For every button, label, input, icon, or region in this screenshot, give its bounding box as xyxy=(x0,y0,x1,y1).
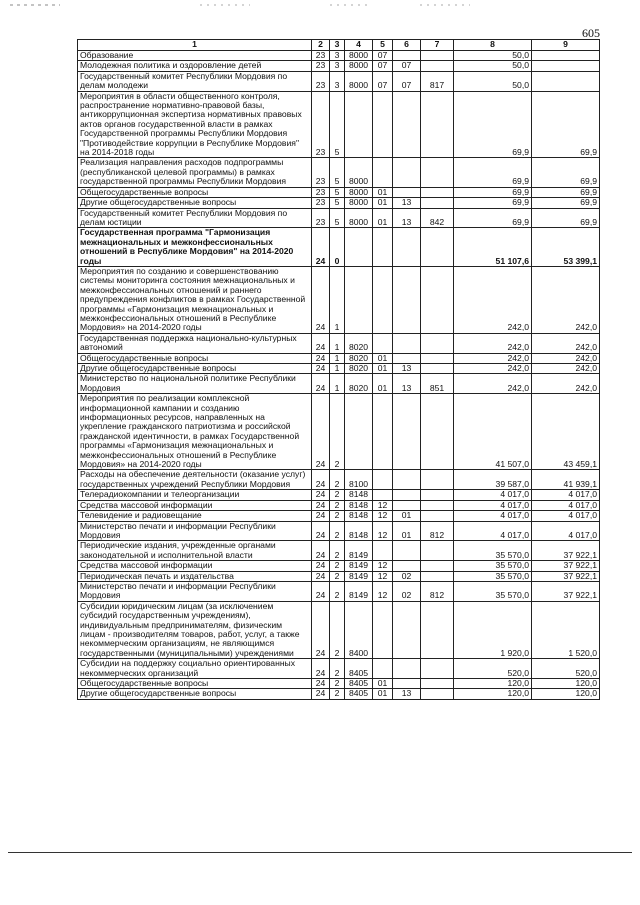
row-amount-year1: 69,9 xyxy=(454,198,532,208)
row-amount-year2: 69,9 xyxy=(532,91,600,158)
row-amount-year1: 41 507,0 xyxy=(454,394,532,470)
row-expense-code: 8000 xyxy=(345,61,373,71)
table-header-row xyxy=(78,40,600,51)
table-row xyxy=(78,561,600,571)
row-description: Расходы на обеспечение деятельности (оказание услуг) государственных учреждений Республики Мордовия xyxy=(78,470,312,490)
table-body xyxy=(78,51,600,700)
row-ministry-code: 23 xyxy=(312,187,330,197)
row-subsection-code: 02 xyxy=(393,571,421,581)
table-row xyxy=(78,353,600,363)
row-subsection-code xyxy=(393,659,421,679)
row-department-code xyxy=(421,187,454,197)
row-subsection-code: 13 xyxy=(393,374,421,394)
row-expense-code: 8405 xyxy=(345,689,373,699)
table-row xyxy=(78,266,600,333)
row-ministry-code: 24 xyxy=(312,679,330,689)
table-row xyxy=(78,374,600,394)
row-subsection-code xyxy=(393,158,421,187)
top-scan-marks xyxy=(0,0,640,12)
row-expense-code xyxy=(345,394,373,470)
row-section-code xyxy=(373,541,393,561)
row-amount-year2: 4 017,0 xyxy=(532,511,600,521)
row-amount-year2: 242,0 xyxy=(532,364,600,374)
row-amount-year2: 242,0 xyxy=(532,353,600,363)
row-department-code xyxy=(421,91,454,158)
row-department-code: 812 xyxy=(421,521,454,541)
row-subsection-code xyxy=(393,500,421,510)
row-section-code: 12 xyxy=(373,511,393,521)
row-section-code: 12 xyxy=(373,581,393,601)
row-amount-year1: 50,0 xyxy=(454,71,532,91)
row-expense-code: 8149 xyxy=(345,581,373,601)
row-subsection-code: 07 xyxy=(393,61,421,71)
row-section-code: 01 xyxy=(373,187,393,197)
row-program-code: 2 xyxy=(330,571,345,581)
row-section-code xyxy=(373,333,393,353)
row-subsection-code xyxy=(393,490,421,500)
row-expense-code: 8148 xyxy=(345,511,373,521)
row-description: Реализация направления расходов подпрограммы (республиканской целевой программы) в рамках государственной программы Республики Мордовия xyxy=(78,158,312,187)
table-row xyxy=(78,394,600,470)
row-ministry-code: 24 xyxy=(312,490,330,500)
row-amount-year1: 69,9 xyxy=(454,91,532,158)
row-program-code: 3 xyxy=(330,51,345,61)
row-expense-code: 8400 xyxy=(345,601,373,658)
budget-table xyxy=(77,39,600,700)
row-description: Государственная поддержка национально-культурных автономий xyxy=(78,333,312,353)
row-description: Другие общегосударственные вопросы xyxy=(78,364,312,374)
row-ministry-code: 24 xyxy=(312,333,330,353)
row-section-code: 01 xyxy=(373,208,393,228)
row-description: Министерство по национальной политике Республики Мордовия xyxy=(78,374,312,394)
row-description: Мероприятия в области общественного контроля, распространение нормативно-правовой базы, антикоррупционная экспертиза нормативных правовых актов органов государственной власти в рамках Государственной программы Республики Мордовия "Противодействие коррупции в Республике Мордовия" на 2014-2018 годы xyxy=(78,91,312,158)
row-subsection-code: 07 xyxy=(393,71,421,91)
row-amount-year1: 35 570,0 xyxy=(454,571,532,581)
row-description: Образование xyxy=(78,51,312,61)
row-expense-code: 8148 xyxy=(345,521,373,541)
row-description: Государственный комитет Республики Мордовия по делам юстиции xyxy=(78,208,312,228)
row-ministry-code: 24 xyxy=(312,500,330,510)
row-description: Субсидии юридическим лицам (за исключением субсидий государственным учреждениям), индивидуальным предпринимателям, физическим лицам - производителям товаров, работ, услуг, а также некоммерческим организациям, не являющимся государственными (муниципальными) учреждениями xyxy=(78,601,312,658)
row-expense-code: 8000 xyxy=(345,158,373,187)
row-ministry-code: 24 xyxy=(312,394,330,470)
row-department-code xyxy=(421,394,454,470)
table-row xyxy=(78,91,600,158)
row-section-code: 01 xyxy=(373,364,393,374)
row-program-code: 5 xyxy=(330,91,345,158)
row-ministry-code: 24 xyxy=(312,689,330,699)
row-section-code: 12 xyxy=(373,571,393,581)
column-header: 5 xyxy=(373,40,393,51)
row-ministry-code: 24 xyxy=(312,561,330,571)
row-section-code: 12 xyxy=(373,521,393,541)
row-description: Государственный комитет Республики Мордовия по делам молодежи xyxy=(78,71,312,91)
table-row xyxy=(78,333,600,353)
row-subsection-code: 01 xyxy=(393,521,421,541)
table-row xyxy=(78,158,600,187)
row-amount-year2: 43 459,1 xyxy=(532,394,600,470)
column-header: 1 xyxy=(78,40,312,51)
row-subsection-code xyxy=(393,91,421,158)
row-amount-year1: 242,0 xyxy=(454,364,532,374)
table-row xyxy=(78,208,600,228)
row-subsection-code: 13 xyxy=(393,208,421,228)
row-expense-code: 8000 xyxy=(345,198,373,208)
row-description: Общегосударственные вопросы xyxy=(78,353,312,363)
row-program-code: 2 xyxy=(330,541,345,561)
row-expense-code: 8405 xyxy=(345,659,373,679)
row-amount-year2 xyxy=(532,51,600,61)
row-program-code: 2 xyxy=(330,659,345,679)
row-amount-year1: 4 017,0 xyxy=(454,500,532,510)
table-row xyxy=(78,490,600,500)
row-department-code: 842 xyxy=(421,208,454,228)
table-row xyxy=(78,51,600,61)
row-amount-year1: 35 570,0 xyxy=(454,541,532,561)
row-program-code: 3 xyxy=(330,71,345,91)
row-program-code: 2 xyxy=(330,511,345,521)
row-subsection-code xyxy=(393,228,421,267)
row-section-code xyxy=(373,394,393,470)
column-header: 8 xyxy=(454,40,532,51)
row-program-code: 2 xyxy=(330,470,345,490)
row-amount-year2: 120,0 xyxy=(532,679,600,689)
row-subsection-code xyxy=(393,353,421,363)
row-ministry-code: 24 xyxy=(312,659,330,679)
row-amount-year1: 69,9 xyxy=(454,187,532,197)
row-description: Государственная программа "Гармонизация межнациональных и межконфессиональных отношений в Республике Мордовия" на 2014-2020 годы xyxy=(78,228,312,267)
row-expense-code: 8000 xyxy=(345,208,373,228)
row-program-code: 1 xyxy=(330,333,345,353)
row-amount-year1: 69,9 xyxy=(454,208,532,228)
row-program-code: 2 xyxy=(330,490,345,500)
row-amount-year1: 242,0 xyxy=(454,333,532,353)
row-amount-year2: 37 922,1 xyxy=(532,571,600,581)
row-ministry-code: 23 xyxy=(312,208,330,228)
row-amount-year1: 51 107,6 xyxy=(454,228,532,267)
row-amount-year1: 35 570,0 xyxy=(454,561,532,571)
row-subsection-code: 01 xyxy=(393,511,421,521)
table-row xyxy=(78,601,600,658)
bottom-divider xyxy=(8,852,632,853)
table-row xyxy=(78,364,600,374)
row-department-code: 817 xyxy=(421,71,454,91)
row-department-code xyxy=(421,490,454,500)
column-header: 2 xyxy=(312,40,330,51)
row-description: Телерадиокомпании и телеорганизации xyxy=(78,490,312,500)
column-header: 3 xyxy=(330,40,345,51)
row-department-code xyxy=(421,659,454,679)
row-description: Мероприятия по реализации комплексной информационной кампании и созданию информационных ресурсов, направленных на укрепление гражданского патриотизма и российской гражданской идентичности, в рамках Государственной программы «Гармонизация межнациональных и межконфессиональных отношений в Республике Мордовия» на 2014-2020 годы xyxy=(78,394,312,470)
row-program-code: 2 xyxy=(330,500,345,510)
row-program-code: 2 xyxy=(330,601,345,658)
row-department-code xyxy=(421,228,454,267)
row-program-code: 5 xyxy=(330,158,345,187)
row-section-code xyxy=(373,490,393,500)
row-amount-year1: 4 017,0 xyxy=(454,490,532,500)
row-amount-year2: 520,0 xyxy=(532,659,600,679)
table-row xyxy=(78,689,600,699)
row-subsection-code xyxy=(393,266,421,333)
row-program-code: 1 xyxy=(330,364,345,374)
row-department-code xyxy=(421,541,454,561)
row-amount-year2: 37 922,1 xyxy=(532,541,600,561)
row-description: Телевидение и радиовещание xyxy=(78,511,312,521)
table-row xyxy=(78,470,600,490)
row-department-code xyxy=(421,601,454,658)
row-department-code xyxy=(421,353,454,363)
row-ministry-code: 24 xyxy=(312,581,330,601)
table-row xyxy=(78,500,600,510)
table-row xyxy=(78,187,600,197)
row-ministry-code: 24 xyxy=(312,511,330,521)
row-description: Средства массовой информации xyxy=(78,500,312,510)
row-amount-year1: 242,0 xyxy=(454,353,532,363)
row-amount-year1: 69,9 xyxy=(454,158,532,187)
table-row xyxy=(78,679,600,689)
row-amount-year2: 242,0 xyxy=(532,333,600,353)
row-section-code: 01 xyxy=(373,198,393,208)
row-subsection-code xyxy=(393,470,421,490)
row-department-code: 851 xyxy=(421,374,454,394)
row-amount-year1: 242,0 xyxy=(454,266,532,333)
row-description: Министерство печати и информации Республики Мордовия xyxy=(78,521,312,541)
row-subsection-code xyxy=(393,679,421,689)
row-section-code xyxy=(373,470,393,490)
row-description: Общегосударственные вопросы xyxy=(78,187,312,197)
row-subsection-code xyxy=(393,601,421,658)
table-row xyxy=(78,521,600,541)
table-row xyxy=(78,198,600,208)
row-ministry-code: 24 xyxy=(312,470,330,490)
column-header: 4 xyxy=(345,40,373,51)
row-section-code xyxy=(373,659,393,679)
row-description: Периодические издания, учрежденные органами законодательной и исполнительной власти xyxy=(78,541,312,561)
row-expense-code xyxy=(345,228,373,267)
table-row xyxy=(78,228,600,267)
row-subsection-code: 13 xyxy=(393,689,421,699)
row-amount-year1: 39 587,0 xyxy=(454,470,532,490)
row-amount-year2: 37 922,1 xyxy=(532,581,600,601)
row-department-code xyxy=(421,61,454,71)
row-department-code xyxy=(421,561,454,571)
column-header: 6 xyxy=(393,40,421,51)
row-ministry-code: 24 xyxy=(312,266,330,333)
table-row xyxy=(78,571,600,581)
row-amount-year2: 69,9 xyxy=(532,198,600,208)
row-section-code: 12 xyxy=(373,500,393,510)
row-program-code: 2 xyxy=(330,561,345,571)
row-amount-year2: 4 017,0 xyxy=(532,521,600,541)
row-description: Общегосударственные вопросы xyxy=(78,679,312,689)
row-amount-year1: 4 017,0 xyxy=(454,511,532,521)
table-row xyxy=(78,541,600,561)
row-ministry-code: 23 xyxy=(312,198,330,208)
row-amount-year2: 69,9 xyxy=(532,208,600,228)
row-expense-code: 8149 xyxy=(345,561,373,571)
row-amount-year1: 50,0 xyxy=(454,51,532,61)
row-section-code: 07 xyxy=(373,71,393,91)
row-section-code xyxy=(373,91,393,158)
row-ministry-code: 24 xyxy=(312,601,330,658)
row-section-code: 12 xyxy=(373,561,393,571)
row-amount-year2: 4 017,0 xyxy=(532,500,600,510)
row-subsection-code xyxy=(393,51,421,61)
row-description: Средства массовой информации xyxy=(78,561,312,571)
row-department-code xyxy=(421,364,454,374)
column-header: 9 xyxy=(532,40,600,51)
row-amount-year1: 242,0 xyxy=(454,374,532,394)
row-department-code xyxy=(421,511,454,521)
row-expense-code xyxy=(345,91,373,158)
row-ministry-code: 24 xyxy=(312,374,330,394)
row-program-code: 5 xyxy=(330,208,345,228)
row-section-code: 01 xyxy=(373,353,393,363)
row-amount-year2: 69,9 xyxy=(532,187,600,197)
row-subsection-code: 02 xyxy=(393,581,421,601)
row-program-code: 2 xyxy=(330,394,345,470)
row-program-code: 5 xyxy=(330,198,345,208)
row-section-code: 01 xyxy=(373,679,393,689)
row-subsection-code: 13 xyxy=(393,364,421,374)
row-expense-code: 8020 xyxy=(345,353,373,363)
row-department-code xyxy=(421,198,454,208)
row-ministry-code: 23 xyxy=(312,158,330,187)
column-header: 7 xyxy=(421,40,454,51)
row-expense-code: 8149 xyxy=(345,571,373,581)
row-amount-year1: 50,0 xyxy=(454,61,532,71)
row-ministry-code: 23 xyxy=(312,61,330,71)
row-expense-code: 8148 xyxy=(345,490,373,500)
row-expense-code: 8000 xyxy=(345,187,373,197)
row-department-code xyxy=(421,333,454,353)
row-section-code xyxy=(373,228,393,267)
row-subsection-code xyxy=(393,394,421,470)
row-program-code: 2 xyxy=(330,581,345,601)
row-amount-year1: 4 017,0 xyxy=(454,521,532,541)
row-department-code: 812 xyxy=(421,581,454,601)
row-expense-code: 8100 xyxy=(345,470,373,490)
row-department-code xyxy=(421,158,454,187)
row-section-code: 01 xyxy=(373,689,393,699)
table-row xyxy=(78,61,600,71)
row-program-code: 1 xyxy=(330,353,345,363)
row-section-code: 01 xyxy=(373,374,393,394)
row-amount-year2: 1 520,0 xyxy=(532,601,600,658)
row-amount-year2 xyxy=(532,61,600,71)
row-expense-code: 8020 xyxy=(345,333,373,353)
row-amount-year1: 120,0 xyxy=(454,679,532,689)
row-ministry-code: 23 xyxy=(312,71,330,91)
row-ministry-code: 24 xyxy=(312,571,330,581)
row-description: Периодическая печать и издательства xyxy=(78,571,312,581)
row-department-code xyxy=(421,51,454,61)
row-department-code xyxy=(421,571,454,581)
row-amount-year2: 41 939,1 xyxy=(532,470,600,490)
row-section-code: 07 xyxy=(373,61,393,71)
row-section-code xyxy=(373,601,393,658)
row-description: Другие общегосударственные вопросы xyxy=(78,689,312,699)
row-description: Молодежная политика и оздоровление детей xyxy=(78,61,312,71)
row-department-code xyxy=(421,500,454,510)
row-expense-code: 8020 xyxy=(345,364,373,374)
row-description: Мероприятия по созданию и совершенствованию системы мониторинга состояния межнациональных и межконфессиональных отношений и раннего предупреждения конфликтов в рамках Государственной программы «Гармонизация межнациональных и межконфессиональных отношений в Республике Мордовия» на 2014-2020 годы xyxy=(78,266,312,333)
row-program-code: 5 xyxy=(330,187,345,197)
row-expense-code xyxy=(345,266,373,333)
row-amount-year2: 242,0 xyxy=(532,374,600,394)
row-department-code xyxy=(421,266,454,333)
row-subsection-code xyxy=(393,187,421,197)
row-program-code: 3 xyxy=(330,61,345,71)
row-department-code xyxy=(421,689,454,699)
row-subsection-code xyxy=(393,561,421,571)
row-program-code: 1 xyxy=(330,266,345,333)
row-department-code xyxy=(421,679,454,689)
row-subsection-code xyxy=(393,333,421,353)
row-program-code: 2 xyxy=(330,679,345,689)
row-program-code: 2 xyxy=(330,521,345,541)
row-ministry-code: 24 xyxy=(312,521,330,541)
row-amount-year2 xyxy=(532,71,600,91)
row-amount-year2: 4 017,0 xyxy=(532,490,600,500)
table-row xyxy=(78,659,600,679)
row-expense-code: 8149 xyxy=(345,541,373,561)
row-expense-code: 8020 xyxy=(345,374,373,394)
row-expense-code: 8000 xyxy=(345,71,373,91)
row-subsection-code: 13 xyxy=(393,198,421,208)
row-program-code: 1 xyxy=(330,374,345,394)
row-description: Субсидии на поддержку социально ориентированных некоммерческих организаций xyxy=(78,659,312,679)
row-ministry-code: 24 xyxy=(312,541,330,561)
row-ministry-code: 24 xyxy=(312,353,330,363)
row-amount-year1: 120,0 xyxy=(454,689,532,699)
row-expense-code: 8000 xyxy=(345,51,373,61)
row-expense-code: 8148 xyxy=(345,500,373,510)
row-amount-year2: 242,0 xyxy=(532,266,600,333)
row-amount-year2: 120,0 xyxy=(532,689,600,699)
row-ministry-code: 24 xyxy=(312,364,330,374)
row-description: Другие общегосударственные вопросы xyxy=(78,198,312,208)
table-row xyxy=(78,71,600,91)
row-expense-code: 8405 xyxy=(345,679,373,689)
row-amount-year1: 35 570,0 xyxy=(454,581,532,601)
row-department-code xyxy=(421,470,454,490)
row-ministry-code: 23 xyxy=(312,91,330,158)
row-description: Министерство печати и информации Республики Мордовия xyxy=(78,581,312,601)
row-amount-year2: 69,9 xyxy=(532,158,600,187)
row-program-code: 0 xyxy=(330,228,345,267)
row-section-code: 07 xyxy=(373,51,393,61)
row-ministry-code: 23 xyxy=(312,51,330,61)
row-amount-year1: 520,0 xyxy=(454,659,532,679)
row-amount-year1: 1 920,0 xyxy=(454,601,532,658)
page-number: 605 xyxy=(582,26,600,40)
row-section-code xyxy=(373,266,393,333)
table-row xyxy=(78,511,600,521)
row-amount-year2: 53 399,1 xyxy=(532,228,600,267)
row-section-code xyxy=(373,158,393,187)
row-ministry-code: 24 xyxy=(312,228,330,267)
row-amount-year2: 37 922,1 xyxy=(532,561,600,571)
row-subsection-code xyxy=(393,541,421,561)
row-program-code: 2 xyxy=(330,689,345,699)
table-row xyxy=(78,581,600,601)
